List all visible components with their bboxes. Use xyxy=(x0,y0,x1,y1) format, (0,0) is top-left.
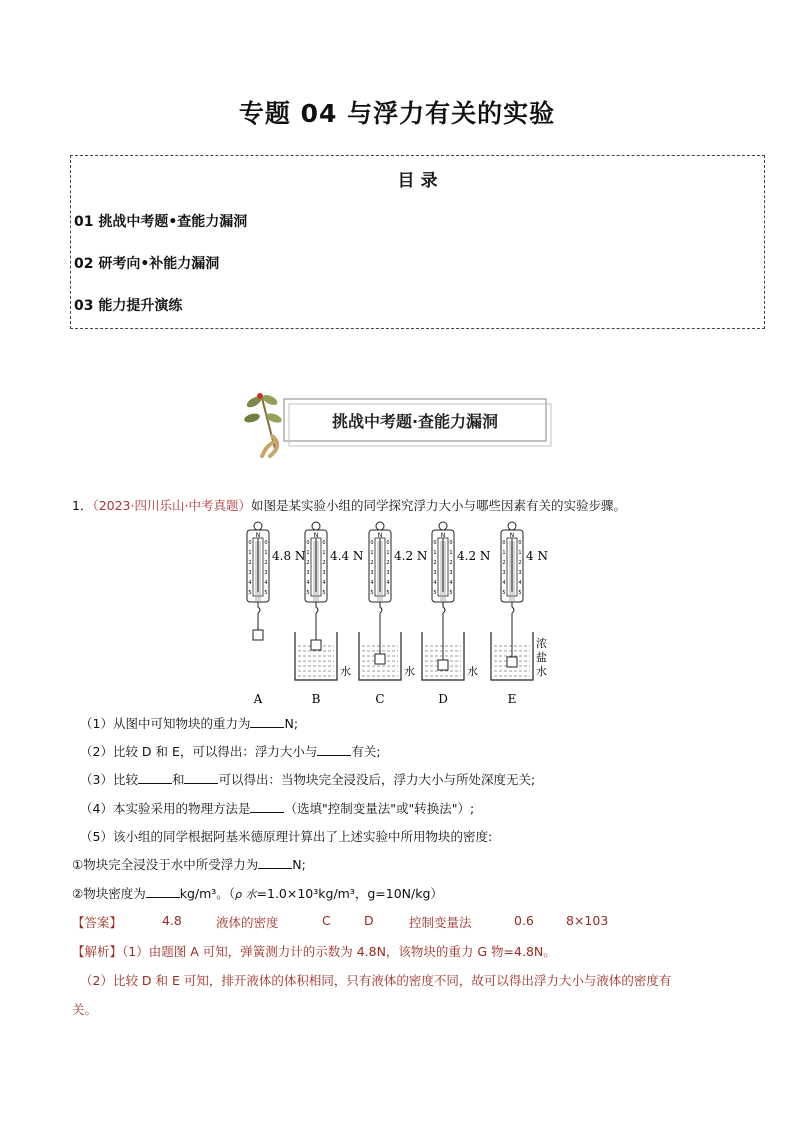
spring-scale-A xyxy=(247,522,305,706)
toc-heading: 目 录 xyxy=(397,171,438,191)
step-label: A xyxy=(253,692,263,706)
scale-tick-label: 0 xyxy=(502,540,506,546)
scale-tick-label: 5 xyxy=(370,590,374,596)
banner-title: 挑战中考题·查能力漏洞 xyxy=(331,412,499,431)
scale-tick-label: 2 xyxy=(518,560,522,566)
scale-hook xyxy=(316,602,318,613)
scale-tick-label: 0 xyxy=(518,540,522,546)
part-text: =1.0×10³kg/m³，g=10N/kg） xyxy=(256,886,443,901)
answer-blank[interactable] xyxy=(138,771,172,784)
scale-tick-label: 5 xyxy=(518,590,522,596)
scale-tick-label: 4 xyxy=(322,580,326,586)
scale-tick-label: 2 xyxy=(433,560,437,566)
answer-blank[interactable] xyxy=(184,771,218,784)
scale-tick-label: 3 xyxy=(518,570,522,576)
scale-tick-label: 3 xyxy=(386,570,390,576)
liquid-label: 浓 xyxy=(536,637,547,650)
liquid-label: 水 xyxy=(340,665,351,678)
scale-unit: N xyxy=(509,532,515,539)
scale-tick-label: 0 xyxy=(322,540,326,546)
toc-item[interactable]: 02 研考向•补能力漏洞 xyxy=(74,256,220,272)
scale-unit: N xyxy=(377,532,383,539)
block xyxy=(507,657,517,667)
scale-tick-label: 3 xyxy=(449,570,453,576)
question-text: 如图是某实验小组的同学探究浮力大小与哪些因素有关的实验步骤。 xyxy=(250,498,626,513)
scale-tick-label: 3 xyxy=(264,570,268,576)
scale-tick-label: 1 xyxy=(386,550,390,556)
scale-tick-label: 5 xyxy=(433,590,437,596)
scale-tick-label: 4 xyxy=(518,580,522,586)
scale-ring xyxy=(376,522,384,530)
scale-tick-label: 1 xyxy=(306,550,310,556)
scale-hook xyxy=(443,602,445,613)
force-reading: 4 N xyxy=(526,549,548,563)
analysis-label: 【解析】 xyxy=(72,944,123,959)
scale-tick-label: 2 xyxy=(306,560,310,566)
scale-tick-label: 2 xyxy=(264,560,268,566)
question-source: （2023·四川乐山·中考真题） xyxy=(92,498,251,513)
scale-tick-label: 5 xyxy=(502,590,506,596)
scale-tick-label: 1 xyxy=(518,550,522,556)
scale-tick-label: 4 xyxy=(502,580,506,586)
scale-unit: N xyxy=(313,532,319,539)
scale-tick-label: 5 xyxy=(322,590,326,596)
scale-tick-label: 0 xyxy=(433,540,437,546)
answer-value: 控制变量法 xyxy=(409,915,472,930)
answer-blank[interactable] xyxy=(317,743,351,756)
scale-tick-label: 1 xyxy=(433,550,437,556)
scale-tick-label: 0 xyxy=(264,540,268,546)
part-text: （1）从图中可知物块的重力为 xyxy=(80,716,251,731)
question-part-3 xyxy=(80,770,535,788)
spring-scale-E xyxy=(491,522,548,706)
scale-tick-label: 0 xyxy=(386,540,390,546)
scale-tick-label: 5 xyxy=(386,590,390,596)
scale-tick-label: 3 xyxy=(306,570,310,576)
block xyxy=(311,640,321,650)
force-reading: 4.4 N xyxy=(330,549,364,563)
question-part-2 xyxy=(80,742,381,760)
block xyxy=(438,660,448,670)
question-stem xyxy=(72,496,626,514)
analysis-line-2: （2）比较 D 和 E 可知，排开液体的体积相同，只有液体的密度不同，故可以得出浮力大小与液体的密度有 xyxy=(80,973,672,988)
scale-ring xyxy=(312,522,320,530)
scale-tick-label: 3 xyxy=(370,570,374,576)
part-text: N; xyxy=(284,716,299,731)
scale-hook xyxy=(380,602,382,613)
answer-blank[interactable] xyxy=(250,800,284,813)
part-text: ①物块完全浸没于水中所受浮力为 xyxy=(72,857,259,872)
force-reading: 4.2 N xyxy=(457,549,491,563)
scale-tick-label: 4 xyxy=(306,580,310,586)
scale-tick-label: 3 xyxy=(248,570,252,576)
answer-blank[interactable] xyxy=(250,715,284,728)
block xyxy=(375,654,385,664)
spring-scale-C xyxy=(359,522,427,706)
liquid-label: 水 xyxy=(467,665,478,678)
scale-tick-label: 1 xyxy=(322,550,326,556)
part-text: （4）本实验采用的物理方法是 xyxy=(80,801,251,816)
analysis-line-3: 关。 xyxy=(72,1002,98,1017)
scale-tick-label: 4 xyxy=(433,580,437,586)
scale-tick-label: 5 xyxy=(449,590,453,596)
scale-tick-label: 1 xyxy=(370,550,374,556)
liquid-label: 水 xyxy=(536,665,547,678)
scale-tick-label: 0 xyxy=(449,540,453,546)
scale-tick-label: 2 xyxy=(248,560,252,566)
scale-tick-label: 3 xyxy=(322,570,326,576)
scale-tick-label: 2 xyxy=(370,560,374,566)
part-text: ②物块密度为 xyxy=(72,886,146,901)
density-symbol: ρ 水 xyxy=(235,888,257,901)
part-text: （2）比较 D 和 E，可以得出：浮力大小与 xyxy=(80,744,318,759)
scale-ring xyxy=(439,522,447,530)
answer-label: 【答案】 xyxy=(72,915,123,930)
scale-tick-label: 4 xyxy=(370,580,374,586)
analysis-line-1 xyxy=(72,942,556,960)
table-of-contents xyxy=(70,155,765,329)
part-text: （选填"控制变量法"或"转换法"）; xyxy=(284,801,475,816)
force-reading: 4.8 N xyxy=(272,549,306,563)
question-number: 1． xyxy=(72,498,93,513)
scale-tick-label: 5 xyxy=(248,590,252,596)
question-part-1 xyxy=(80,714,298,732)
question-part-5: （5）该小组的同学根据阿基米德原理计算出了上述实验中所用物块的密度: xyxy=(80,829,493,844)
scale-hook xyxy=(258,602,260,613)
scale-tick-label: 5 xyxy=(264,590,268,596)
analysis-text: （1）由题图 A 可知，弹簧测力计的示数为 4.8N，该物块的重力 G 物=4.8N。 xyxy=(122,944,556,959)
answer-line xyxy=(72,913,609,931)
scale-tick-label: 2 xyxy=(386,560,390,566)
answer-value: 0.6 xyxy=(514,913,534,928)
block xyxy=(253,630,263,640)
scale-unit: N xyxy=(440,532,446,539)
answer-value: D xyxy=(364,913,374,928)
scale-tick-label: 3 xyxy=(433,570,437,576)
toc-item[interactable]: 03 能力提升演练 xyxy=(74,298,183,314)
answer-value: C xyxy=(322,913,331,928)
scale-tick-label: 4 xyxy=(449,580,453,586)
spring-scale-D xyxy=(422,522,490,706)
scale-tick-label: 4 xyxy=(386,580,390,586)
scale-tick-label: 1 xyxy=(502,550,506,556)
scale-ring xyxy=(508,522,516,530)
scale-tick-label: 0 xyxy=(306,540,310,546)
part-text: （3）比较 xyxy=(80,772,138,787)
scale-unit: N xyxy=(255,532,261,539)
scale-tick-label: 4 xyxy=(264,580,268,586)
step-label: B xyxy=(311,692,321,706)
scale-hook xyxy=(512,602,514,613)
scale-tick-label: 1 xyxy=(264,550,268,556)
scale-tick-label: 2 xyxy=(502,560,506,566)
step-label: E xyxy=(507,692,517,706)
scale-tick-label: 1 xyxy=(248,550,252,556)
question-part-7 xyxy=(72,884,443,902)
scale-tick-label: 2 xyxy=(322,560,326,566)
scale-tick-label: 2 xyxy=(449,560,453,566)
step-label: D xyxy=(438,692,448,706)
part-text: 有关; xyxy=(351,744,381,759)
scale-tick-label: 5 xyxy=(306,590,310,596)
answer-value: 8×103 xyxy=(566,913,609,928)
liquid-label: 盐 xyxy=(536,651,547,664)
scale-tick-label: 3 xyxy=(502,570,506,576)
force-reading: 4.2 N xyxy=(394,549,428,563)
scale-tick-label: 0 xyxy=(370,540,374,546)
scale-tick-label: 1 xyxy=(449,550,453,556)
part-text: 可以得出：当物块完全浸没后，浮力大小与所处深度无关; xyxy=(218,772,536,787)
answer-value: 液体的密度 xyxy=(216,915,279,930)
scale-ring xyxy=(254,522,262,530)
section-banner xyxy=(240,390,560,460)
question-part-4 xyxy=(80,799,474,817)
page-title: 专题 04 与浮力有关的实验 xyxy=(238,99,556,128)
toc-item[interactable]: 01 挑战中考题•查能力漏洞 xyxy=(74,214,248,230)
experiment-figure xyxy=(242,520,562,710)
part-text: 和 xyxy=(171,772,185,787)
question-part-6 xyxy=(72,855,306,873)
scale-tick-label: 0 xyxy=(248,540,252,546)
liquid-label: 水 xyxy=(404,665,415,678)
part-text: N; xyxy=(292,857,306,872)
step-label: C xyxy=(375,692,385,706)
part-text: kg/m³。（ xyxy=(179,886,236,901)
spring-scale-B xyxy=(295,522,363,706)
answer-blank[interactable] xyxy=(146,885,180,898)
scale-tick-label: 4 xyxy=(248,580,252,586)
answer-value: 4.8 xyxy=(162,913,182,928)
answer-blank[interactable] xyxy=(258,856,292,869)
